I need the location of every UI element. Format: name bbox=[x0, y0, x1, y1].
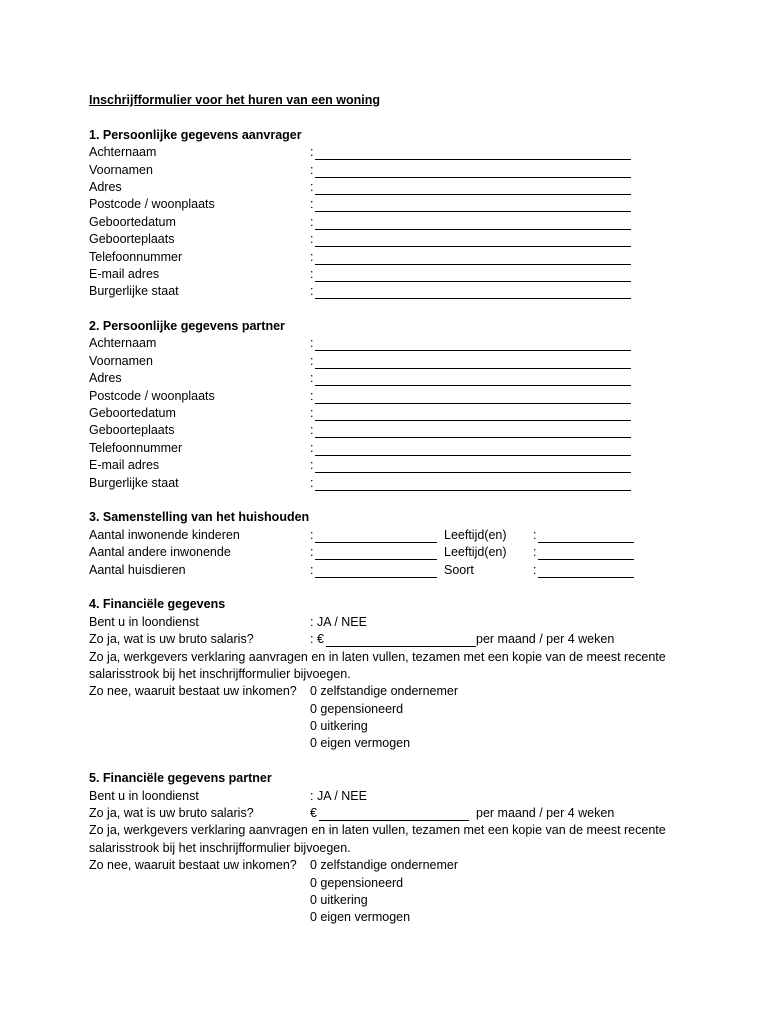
answer-line[interactable] bbox=[315, 179, 631, 195]
field-label: Aantal andere inwonende bbox=[89, 545, 231, 560]
income-option[interactable]: 0 zelfstandige ondernemer bbox=[310, 858, 459, 873]
income-row bbox=[89, 718, 729, 735]
field-label: Burgerlijke staat bbox=[89, 475, 179, 490]
field-label: Bent u in loondienst bbox=[89, 788, 199, 803]
field-label: Zo ja, wat is uw bruto salaris? bbox=[89, 806, 254, 821]
field-row: Postcode / woonplaats : bbox=[89, 196, 729, 213]
field-label: Aantal inwonende kinderen bbox=[89, 527, 240, 542]
field-label: Telefoonnummer bbox=[89, 249, 183, 264]
pay-period: per maand / per 4 weken bbox=[476, 632, 615, 647]
employment-row bbox=[89, 788, 729, 805]
income-row bbox=[89, 857, 729, 874]
section-financial-partner bbox=[89, 770, 729, 927]
field-row: Achternaam : bbox=[89, 335, 729, 352]
salary-line[interactable] bbox=[326, 631, 476, 647]
currency-prefix: : € bbox=[310, 632, 324, 647]
income-option[interactable]: 0 uitkering bbox=[310, 719, 368, 734]
income-row bbox=[89, 701, 729, 718]
field-label: Voornamen bbox=[89, 353, 153, 368]
section-heading: 5. Financiële gegevens partner bbox=[89, 771, 272, 786]
field-label: Telefoonnummer bbox=[89, 440, 183, 455]
instruction-text: salarisstrook bij het inschrijfformulier bijvoegen. bbox=[89, 840, 351, 855]
currency-prefix: € bbox=[310, 806, 317, 821]
yes-no-choice[interactable]: : JA / NEE bbox=[310, 788, 367, 803]
field-label: Postcode / woonplaats bbox=[89, 197, 215, 212]
field-row: Postcode / woonplaats : bbox=[89, 388, 729, 405]
field-label: Achternaam bbox=[89, 336, 157, 351]
income-option[interactable]: 0 uitkering bbox=[310, 893, 368, 908]
field-row: Telefoonnummer : bbox=[89, 249, 729, 266]
income-option[interactable]: 0 eigen vermogen bbox=[310, 736, 411, 751]
field-label: Burgerlijke staat bbox=[89, 284, 179, 299]
field-label: Zo nee, waaruit bestaat uw inkomen? bbox=[89, 858, 297, 873]
income-row bbox=[89, 683, 729, 700]
form-content bbox=[89, 92, 729, 944]
field-label-secondary: Leeftijd(en) bbox=[444, 545, 507, 560]
answer-line[interactable] bbox=[315, 266, 631, 282]
field-row: Voornamen : bbox=[89, 162, 729, 179]
field-label: E-mail adres bbox=[89, 266, 160, 281]
field-label-secondary: Soort bbox=[444, 562, 474, 577]
field-label: Voornamen bbox=[89, 162, 153, 177]
field-label: Adres bbox=[89, 179, 122, 194]
answer-line[interactable] bbox=[315, 214, 631, 230]
answer-line[interactable] bbox=[315, 405, 631, 421]
answer-line[interactable] bbox=[315, 231, 631, 247]
answer-line[interactable] bbox=[315, 249, 631, 265]
income-row bbox=[89, 735, 729, 752]
instruction-text: Zo ja, werkgevers verklaring aanvragen en in laten vullen, tezamen met een kopie van de meest recente bbox=[89, 823, 666, 838]
field-label-secondary: Leeftijd(en) bbox=[444, 527, 507, 542]
field-row: E-mail adres : bbox=[89, 457, 729, 474]
field-label: E-mail adres bbox=[89, 458, 160, 473]
field-row: Telefoonnummer : bbox=[89, 440, 729, 457]
answer-line[interactable] bbox=[538, 562, 634, 578]
field-row: Geboortedatum : bbox=[89, 214, 729, 231]
field-row: Burgerlijke staat : bbox=[89, 283, 729, 300]
yes-no-choice[interactable]: : JA / NEE bbox=[310, 614, 367, 629]
field-row: Voornamen : bbox=[89, 353, 729, 370]
field-label: Achternaam bbox=[89, 145, 157, 160]
section-heading: 4. Financiële gegevens bbox=[89, 597, 226, 612]
income-option[interactable]: 0 zelfstandige ondernemer bbox=[310, 684, 459, 699]
answer-line[interactable] bbox=[315, 457, 631, 473]
field-label: Aantal huisdieren bbox=[89, 562, 186, 577]
income-row bbox=[89, 875, 729, 892]
salary-row bbox=[89, 631, 729, 648]
household-row: Aantal inwonende kinderen : Leeftijd(en) : bbox=[89, 527, 729, 544]
answer-line[interactable] bbox=[315, 388, 631, 404]
field-row: Adres : bbox=[89, 179, 729, 196]
field-row: Adres : bbox=[89, 370, 729, 387]
answer-line[interactable] bbox=[538, 527, 634, 543]
salary-line[interactable] bbox=[319, 805, 469, 821]
answer-line[interactable] bbox=[315, 562, 437, 578]
answer-line[interactable] bbox=[315, 162, 631, 178]
answer-line[interactable] bbox=[315, 475, 631, 491]
answer-line[interactable] bbox=[315, 370, 631, 386]
field-row: Geboorteplaats : bbox=[89, 231, 729, 248]
household-row: Aantal huisdieren : Soort : bbox=[89, 562, 729, 579]
income-row bbox=[89, 892, 729, 909]
field-label: Zo ja, wat is uw bruto salaris? bbox=[89, 632, 254, 647]
pay-period: per maand / per 4 weken bbox=[476, 806, 615, 821]
section-heading: 1. Persoonlijke gegevens aanvrager bbox=[89, 127, 302, 142]
answer-line[interactable] bbox=[315, 527, 437, 543]
section-heading: 2. Persoonlijke gegevens partner bbox=[89, 319, 285, 334]
field-label: Adres bbox=[89, 371, 122, 386]
field-label: Geboorteplaats bbox=[89, 423, 175, 438]
field-label: Postcode / woonplaats bbox=[89, 388, 215, 403]
field-row: Achternaam : bbox=[89, 144, 729, 161]
employment-row bbox=[89, 614, 729, 631]
section-financial bbox=[89, 596, 729, 753]
income-option[interactable]: 0 gepensioneerd bbox=[310, 701, 404, 716]
section-partner bbox=[89, 318, 729, 492]
field-row: Geboortedatum : bbox=[89, 405, 729, 422]
answer-line[interactable] bbox=[315, 422, 631, 438]
field-row: Geboorteplaats : bbox=[89, 422, 729, 439]
answer-line[interactable] bbox=[315, 335, 631, 351]
form-title: Inschrijfformulier voor het huren van een woning bbox=[89, 93, 381, 107]
income-row bbox=[89, 909, 729, 926]
field-label: Geboortedatum bbox=[89, 214, 176, 229]
salary-row bbox=[89, 805, 729, 822]
field-row: Burgerlijke staat : bbox=[89, 475, 729, 492]
answer-line[interactable] bbox=[315, 544, 437, 560]
field-label: Zo nee, waaruit bestaat uw inkomen? bbox=[89, 684, 297, 699]
answer-line[interactable] bbox=[315, 353, 631, 369]
answer-line[interactable] bbox=[538, 544, 634, 560]
field-label: Bent u in loondienst bbox=[89, 614, 199, 629]
instruction-text: salarisstrook bij het inschrijfformulier bijvoegen. bbox=[89, 666, 351, 681]
section-household bbox=[89, 509, 729, 579]
section-applicant bbox=[89, 127, 729, 301]
income-option[interactable]: 0 eigen vermogen bbox=[310, 910, 411, 925]
field-label: Geboorteplaats bbox=[89, 232, 175, 247]
field-row: E-mail adres : bbox=[89, 266, 729, 283]
section-heading: 3. Samenstelling van het huishouden bbox=[89, 510, 310, 525]
income-option[interactable]: 0 gepensioneerd bbox=[310, 875, 404, 890]
instruction-text: Zo ja, werkgevers verklaring aanvragen en in laten vullen, tezamen met een kopie van de meest recente bbox=[89, 649, 666, 664]
household-row: Aantal andere inwonende : Leeftijd(en) : bbox=[89, 544, 729, 561]
answer-line[interactable] bbox=[315, 440, 631, 456]
field-label: Geboortedatum bbox=[89, 406, 176, 421]
answer-line[interactable] bbox=[315, 196, 631, 212]
answer-line[interactable] bbox=[315, 144, 631, 160]
answer-line[interactable] bbox=[315, 283, 631, 299]
